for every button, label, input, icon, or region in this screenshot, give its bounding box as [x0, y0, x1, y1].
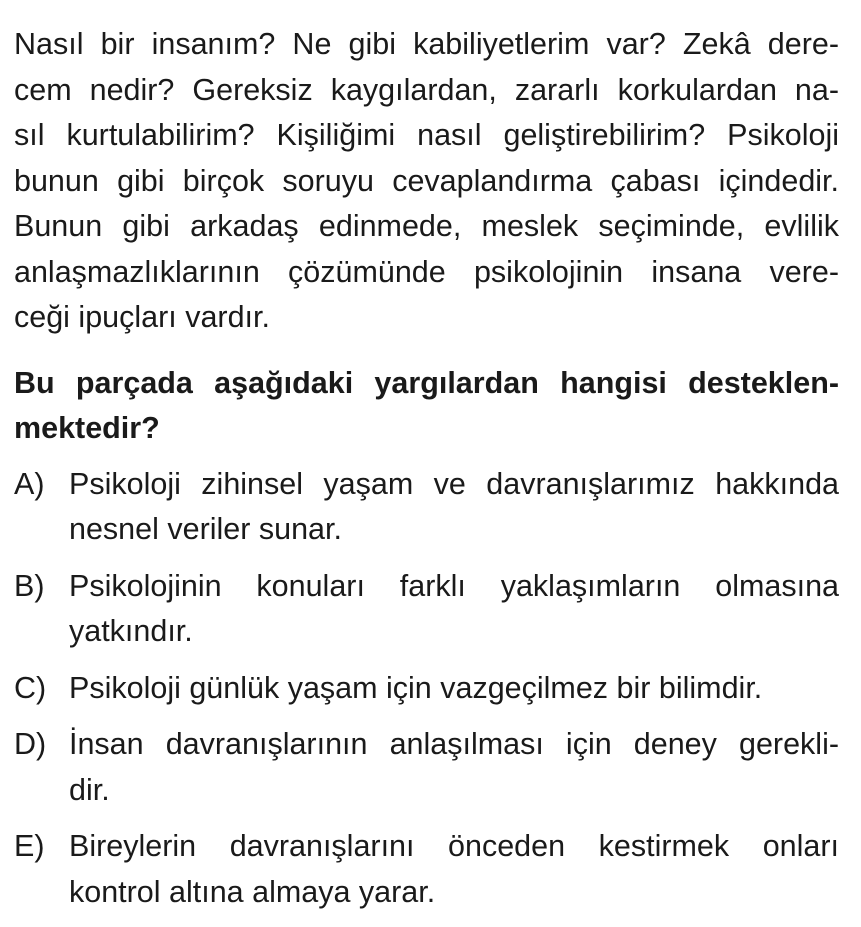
- option-letter: B): [14, 568, 45, 603]
- option-text-line: dir.: [69, 772, 110, 807]
- option-c[interactable]: [14, 666, 839, 712]
- passage-line: Bunun gibi arkadaş edinmede, meslek seçiminde, evlilik: [14, 209, 839, 243]
- option-text-line: Psikoloji zihinsel yaşam ve davranışlarımız hakkında: [69, 466, 839, 501]
- option-e[interactable]: [14, 824, 839, 915]
- passage-line: ceği ipuçları vardır.: [14, 300, 270, 334]
- option-letter: D): [14, 727, 47, 761]
- passage-line: bunun gibi birçok soruyu cevaplandırma çabası içindedir.: [14, 163, 839, 198]
- passage-line: Nasıl bir insanım? Ne gibi kabiliyetlerim var? Zekâ dere-: [14, 27, 839, 61]
- option-b[interactable]: [14, 564, 839, 655]
- option-text-line: yatkındır.: [69, 614, 193, 648]
- question-line: Bu parçada aşağıdaki yargılardan hangisi desteklen-: [14, 365, 839, 400]
- passage-line: sıl kurtulabilirim? Kişiliğimi nasıl geliştirebilirim? Psikoloji: [14, 118, 839, 152]
- passage: [14, 22, 839, 341]
- option-d[interactable]: [14, 722, 839, 813]
- option-letter: E): [14, 829, 45, 863]
- option-text-line: Psikolojinin konuları farklı yaklaşımların olmasına: [69, 568, 839, 603]
- passage-line: anlaşmazlıklarının çözümünde psikolojinin insana vere-: [14, 254, 839, 289]
- question-stem: [14, 361, 839, 452]
- question-line: mektedir?: [14, 411, 160, 445]
- answer-options: [14, 462, 839, 916]
- option-text-line: Psikoloji günlük yaşam için vazgeçilmez bir bilimdir.: [69, 670, 763, 705]
- option-a[interactable]: [14, 462, 839, 553]
- passage-line: cem nedir? Gereksiz kaygılardan, zararlı korkulardan na-: [14, 72, 839, 107]
- option-letter: A): [14, 466, 45, 501]
- option-text-line: İnsan davranışlarının anlaşılması için deney gerekli-: [69, 727, 839, 761]
- option-text-line: nesnel veriler sunar.: [69, 512, 342, 546]
- option-letter: C): [14, 670, 47, 705]
- option-text-line: Bireylerin davranışlarını önceden kestirmek onları: [69, 829, 839, 863]
- option-text-line: kontrol altına almaya yarar.: [69, 874, 436, 909]
